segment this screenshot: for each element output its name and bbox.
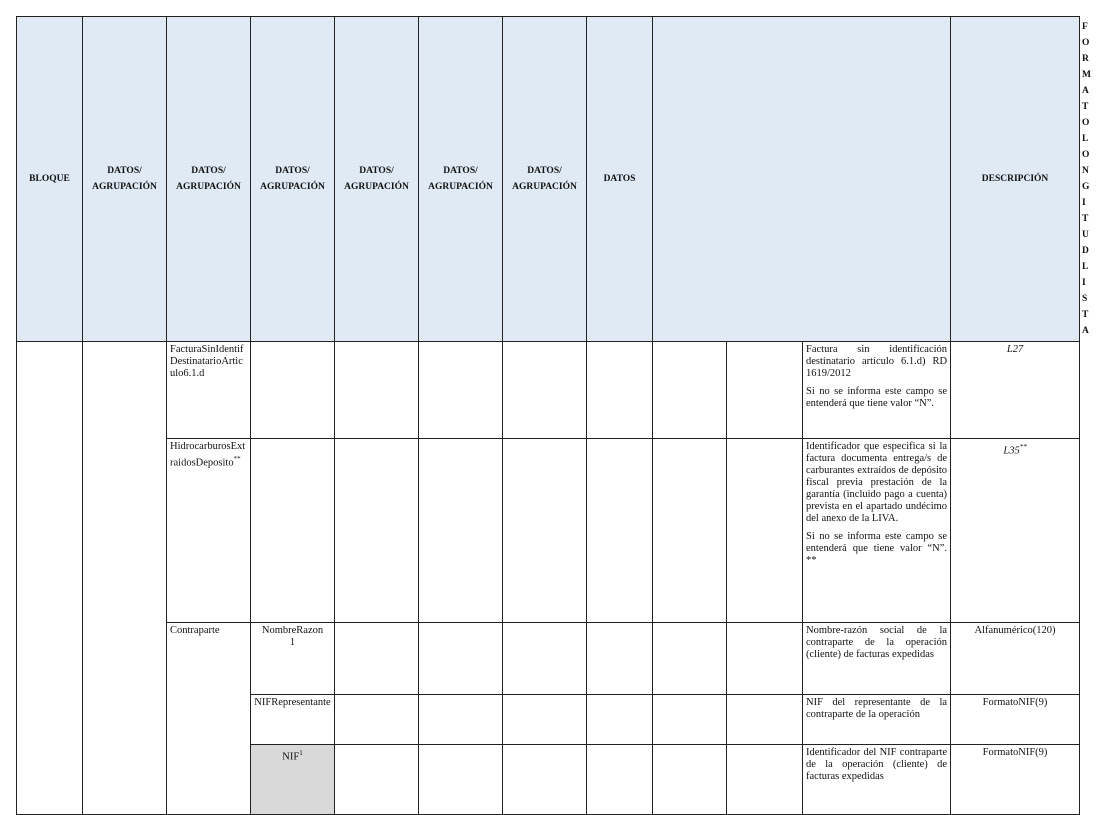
field-name: NombreRazon (261, 625, 324, 636)
field-name: FacturaSinIdentifDestinatarioArticulo6.1.d (170, 344, 244, 379)
footnote-mark: ** (1019, 443, 1027, 451)
footnote-mark: 1 (289, 637, 296, 648)
description-cell (803, 439, 951, 623)
footnote-mark: ** (233, 455, 241, 463)
header-datos-agrupacion-5: DATOS/ AGRUPACIÓN (419, 17, 503, 342)
field-name-cell-highlighted (251, 745, 335, 815)
header-empty (653, 17, 951, 342)
format-cell: FormatoNIF(9) (951, 695, 1080, 745)
field-name-cell: NIFRepresentante (251, 695, 335, 745)
header-datos-agrupacion-3: DATOS/ AGRUPACIÓN (251, 17, 335, 342)
description-text: Si no se informa este campo se entenderá que tiene valor “N”. (806, 386, 948, 409)
table-row (17, 623, 1080, 695)
header-descripcion: DESCRIPCIÓN (951, 17, 1080, 342)
header-bloque: BLOQUE (17, 17, 83, 342)
description-cell: Nombre-razón social de la contraparte de la operación (cliente) de facturas expedidas (803, 623, 951, 695)
header-datos-agrupacion-2: DATOS/ AGRUPACIÓN (167, 17, 251, 342)
field-name: HidrocarburosExtraidosDeposito (170, 441, 246, 469)
footnote-mark: 1 (299, 749, 303, 757)
header-datos-agrupacion-6: DATOS/ AGRUPACIÓN (503, 17, 587, 342)
field-name-cell (167, 439, 251, 623)
field-name-cell (251, 623, 335, 695)
format-value: L35 (1003, 445, 1020, 457)
field-name-cell (167, 342, 251, 439)
format-cell: L27 (951, 342, 1080, 439)
bloque-cell (17, 342, 83, 815)
header-row: BLOQUE DATOS/ AGRUPACIÓN DATOS/ AGRUPACIÓN DATOS/ AGRUPACIÓN DATOS/ AGRUPACIÓN DATOS/ AGRUPACIÓN DATOS/ AGRUPACIÓN DATOS DESCRIPCIÓN FORMATO LONGITUD LISTA (17, 17, 1080, 342)
format-cell: FormatoNIF(9) (951, 745, 1080, 815)
agrupacion-cell (83, 342, 167, 815)
header-datos-agrupacion-4: DATOS/ AGRUPACIÓN (335, 17, 419, 342)
group-contraparte-cell: Contraparte (167, 623, 251, 815)
format-cell (951, 439, 1080, 623)
description-text: Factura sin identificación destinatario artículo 6.1.d) RD 1619/2012 (806, 344, 948, 379)
field-name: NIF (282, 751, 300, 763)
table-row (17, 439, 1080, 623)
description-text: Si no se informa este campo se entenderá que tiene valor “N”. ** (806, 531, 948, 566)
description-cell (803, 342, 951, 439)
header-datos-agrupacion-1: DATOS/ AGRUPACIÓN (83, 17, 167, 342)
header-datos: DATOS (587, 17, 653, 342)
table-row (17, 342, 1080, 439)
format-cell: Alfanumérico(120) (951, 623, 1080, 695)
description-cell: Identificador del NIF contraparte de la operación (cliente) de facturas expedidas (803, 745, 951, 815)
description-text: Identificador que especifica si la factura documenta entrega/s de carburantes extraídos de depósito fiscal previa prestación de la garantía (incluido pago a cuenta) prevista en el apartado undécimo del anexo de la LIVA. (806, 441, 948, 524)
description-cell: NIF del representante de la contraparte de la operación (803, 695, 951, 745)
field-spec-table (16, 16, 1091, 815)
